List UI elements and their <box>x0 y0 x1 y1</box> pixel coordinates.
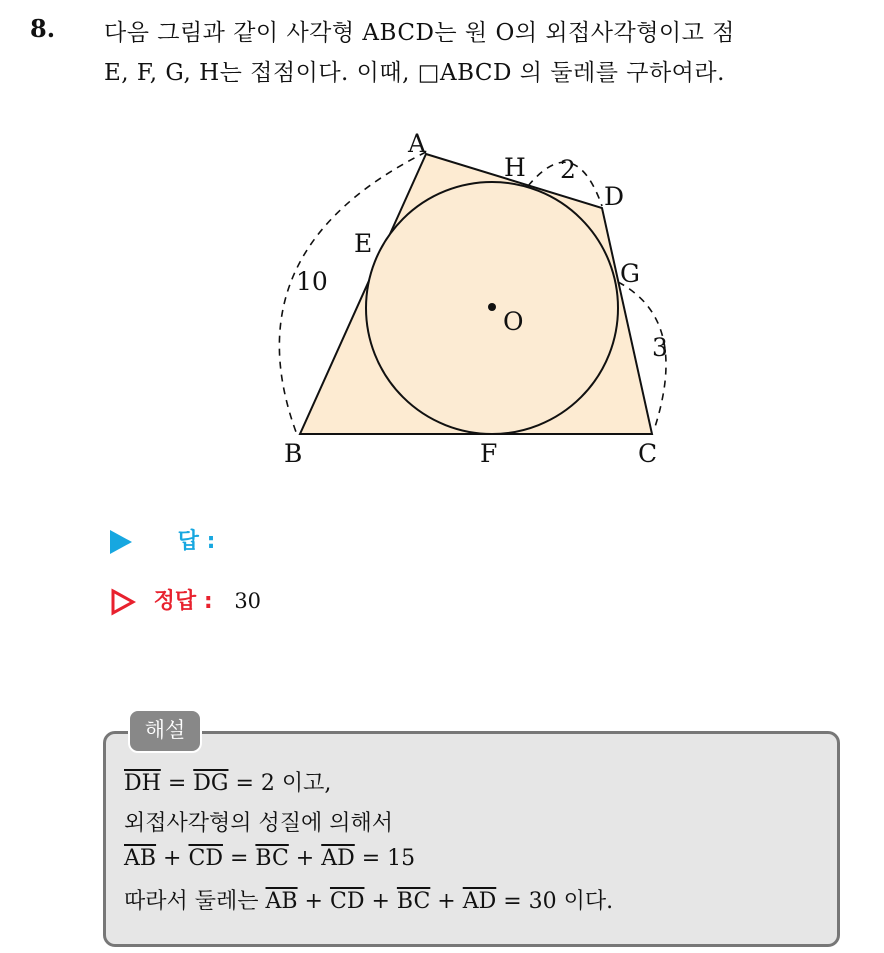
answer-row <box>110 524 215 555</box>
correct-answer-row <box>110 584 261 616</box>
label-f: F <box>480 439 498 468</box>
correct-answer-value: 30 <box>234 589 262 613</box>
label-c: C <box>638 439 658 468</box>
solution-text: = 2 이고, <box>228 771 332 796</box>
solution-text: + <box>156 846 189 871</box>
measure-dh: 2 <box>560 155 576 184</box>
solution-text: = 15 <box>354 846 416 871</box>
segment-bc: $\overline{BC}$ <box>255 846 289 871</box>
solution-text: = <box>222 846 256 871</box>
label-o: O <box>503 307 524 336</box>
label-h: H <box>504 153 526 182</box>
segment-ad: $\overline{AD}$ <box>321 846 355 871</box>
label-d: D <box>604 182 625 211</box>
question-text-line-2: E, F, G, H는 접점이다. 이때, □ABCD 의 둘레를 구하여라. <box>104 60 725 86</box>
segment-ab: $\overline{AB}$ <box>265 889 298 914</box>
segment-ad: $\overline{AD}$ <box>462 889 497 914</box>
question-number: 8. <box>30 14 56 43</box>
question-text-line-1: 다음 그림과 같이 사각형 ABCD는 원 O의 외접사각형이고 점 <box>104 20 735 46</box>
solution-tag: 해설 <box>128 709 202 753</box>
solution-line-3 <box>124 846 415 871</box>
segment-dg: $\overline{DG}$ <box>193 771 229 796</box>
play-triangle-icon <box>110 530 132 554</box>
segment-bc: $\overline{BC}$ <box>396 889 431 914</box>
solution-text: = <box>160 771 194 796</box>
measure-gc: 3 <box>652 333 668 362</box>
segment-dh: $\overline{DH}$ <box>124 771 161 796</box>
outline-triangle-icon <box>110 588 136 616</box>
segment-ab: $\overline{AB}$ <box>124 846 157 871</box>
label-a: A <box>408 129 427 158</box>
answer-label: 답 : <box>177 529 216 554</box>
solution-line-1 <box>124 766 331 797</box>
label-e: E <box>354 229 373 258</box>
segment-cd: $\overline{CD}$ <box>188 846 223 871</box>
solution-text: 따라서 둘레는 <box>124 889 266 914</box>
solution-text: + <box>364 889 397 914</box>
measure-ab: 10 <box>296 267 328 296</box>
solution-text: + <box>297 889 330 914</box>
label-b: B <box>284 439 303 468</box>
solution-line-4 <box>124 884 613 915</box>
solution-text: = 30 이다. <box>496 889 614 914</box>
segment-cd: $\overline{CD}$ <box>329 889 365 914</box>
solution-text: + <box>288 846 322 871</box>
correct-answer-label: 정답 : <box>153 589 213 614</box>
label-g: G <box>620 259 640 288</box>
solution-line-2: 외접사각형의 성질에 의해서 <box>124 811 394 836</box>
solution-text: + <box>430 889 463 914</box>
center-point-o <box>488 303 496 311</box>
